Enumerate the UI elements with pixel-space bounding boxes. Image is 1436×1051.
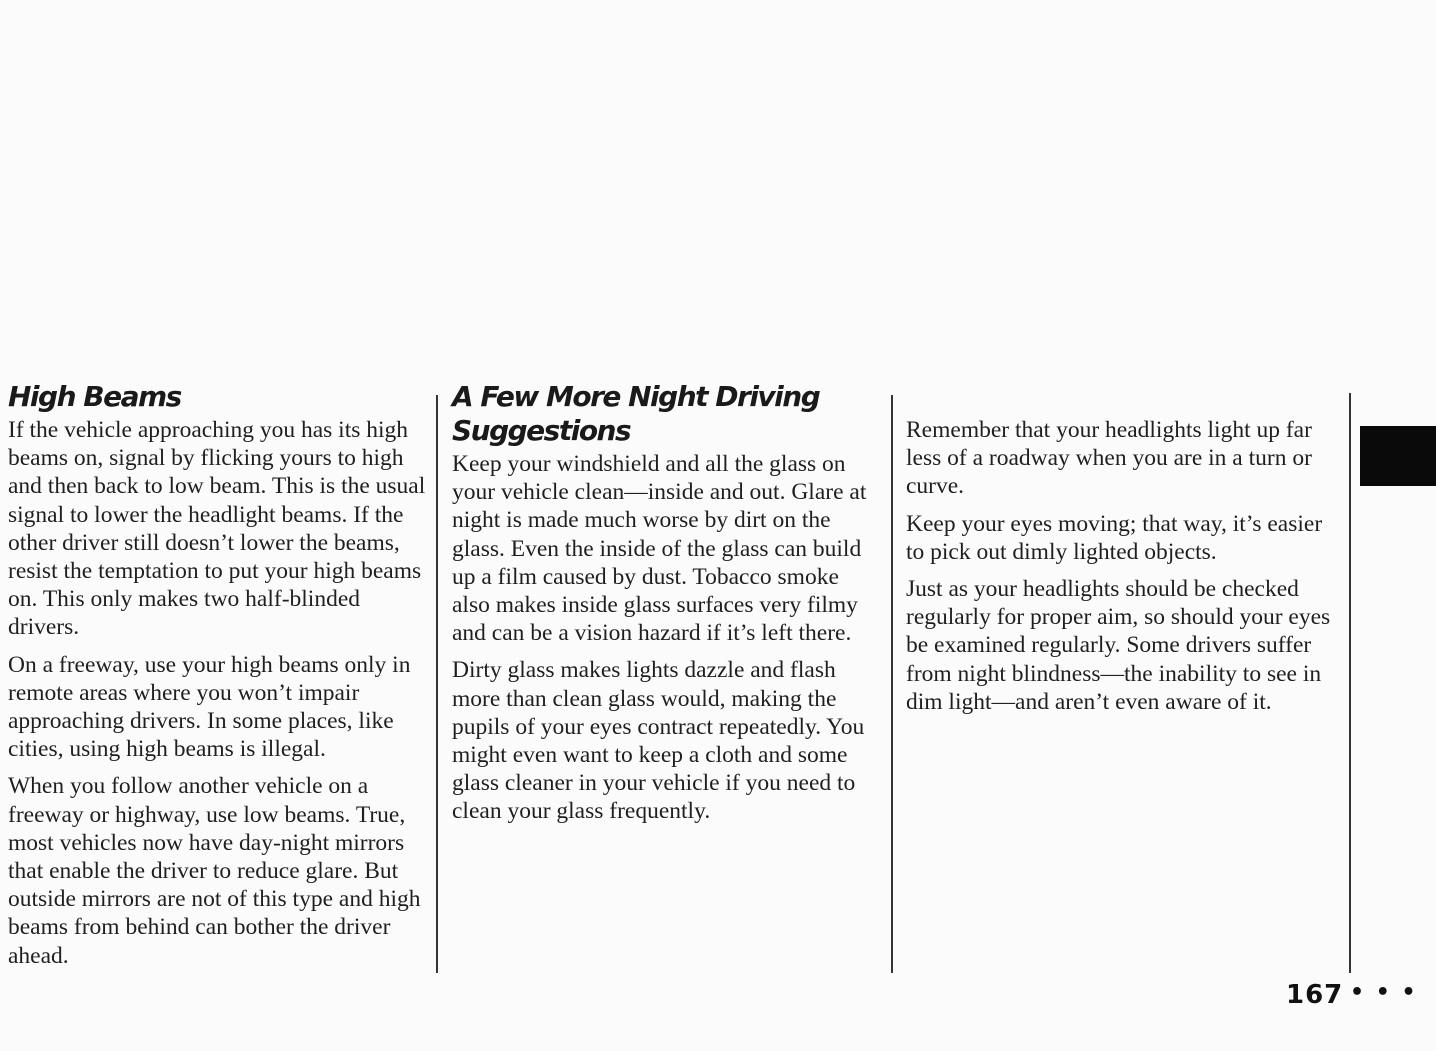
paragraph: If the vehicle approaching you has its high beams on, signal by flicking yours to high and then back to low beam. This is the usual signal to lower the headlight beams. If the other driver still doesn’t lower the beams, resist the temptation to put your high beams on. This only makes two half-blinded drivers. — [8, 417, 426, 641]
paragraph: Dirty glass makes lights dazzle and flash more than clean glass would, making the pupils of your eyes contract repeatedly. You might even want to keep a cloth and some glass cleaner in your vehicle if you need to clean your glass frequently. — [452, 657, 865, 825]
paragraph: Keep your windshield and all the glass on your vehicle clean—inside and out. Glare at night is made much worse by dirt on the glass. Even the inside of the glass can build up a film caused by dust. Tobacco smoke also makes inside glass surfaces very filmy and can be a vision hazard if it’s left there. — [452, 451, 867, 647]
section-tab-marker — [1360, 426, 1436, 486]
section-heading-high-beams: High Beams — [8, 380, 181, 413]
paragraph: When you follow another vehicle on a freeway or highway, use low beams. True, most vehicles now have day-night mirrors that enable the driver to reduce glare. But outside mirrors are not of this type and high beams from behind can bother the driver ahead. — [8, 773, 421, 969]
paragraph: Remember that your headlights light up far less of a roadway when you are in a turn or curve. — [906, 417, 1312, 500]
paragraph: Keep your eyes moving; that way, it’s easier to pick out dimly lighted objects. — [906, 510, 1323, 565]
column-divider — [891, 395, 893, 973]
section-heading-night-driving: A Few More Night Driving Suggestions — [452, 380, 820, 447]
column-high-beams — [8, 380, 428, 979]
column-divider — [436, 395, 438, 973]
column-night-driving — [452, 380, 882, 835]
paragraph: On a freeway, use your high beams only in remote areas where you won’t impair approaching drivers. In some places, like cities, using high beams is illegal. — [8, 651, 411, 763]
page-number: 167 — [1286, 980, 1344, 1010]
paragraph: Just as your headlights should be checked regularly for proper aim, so should your eyes be examined regularly. Some drivers suffer from night blindness—the inability to see in dim light—and aren’t even aware of it. — [906, 576, 1331, 715]
continuation-dots: • • • — [1350, 980, 1418, 1005]
column-divider — [1349, 393, 1351, 973]
column-continued — [906, 416, 1336, 725]
